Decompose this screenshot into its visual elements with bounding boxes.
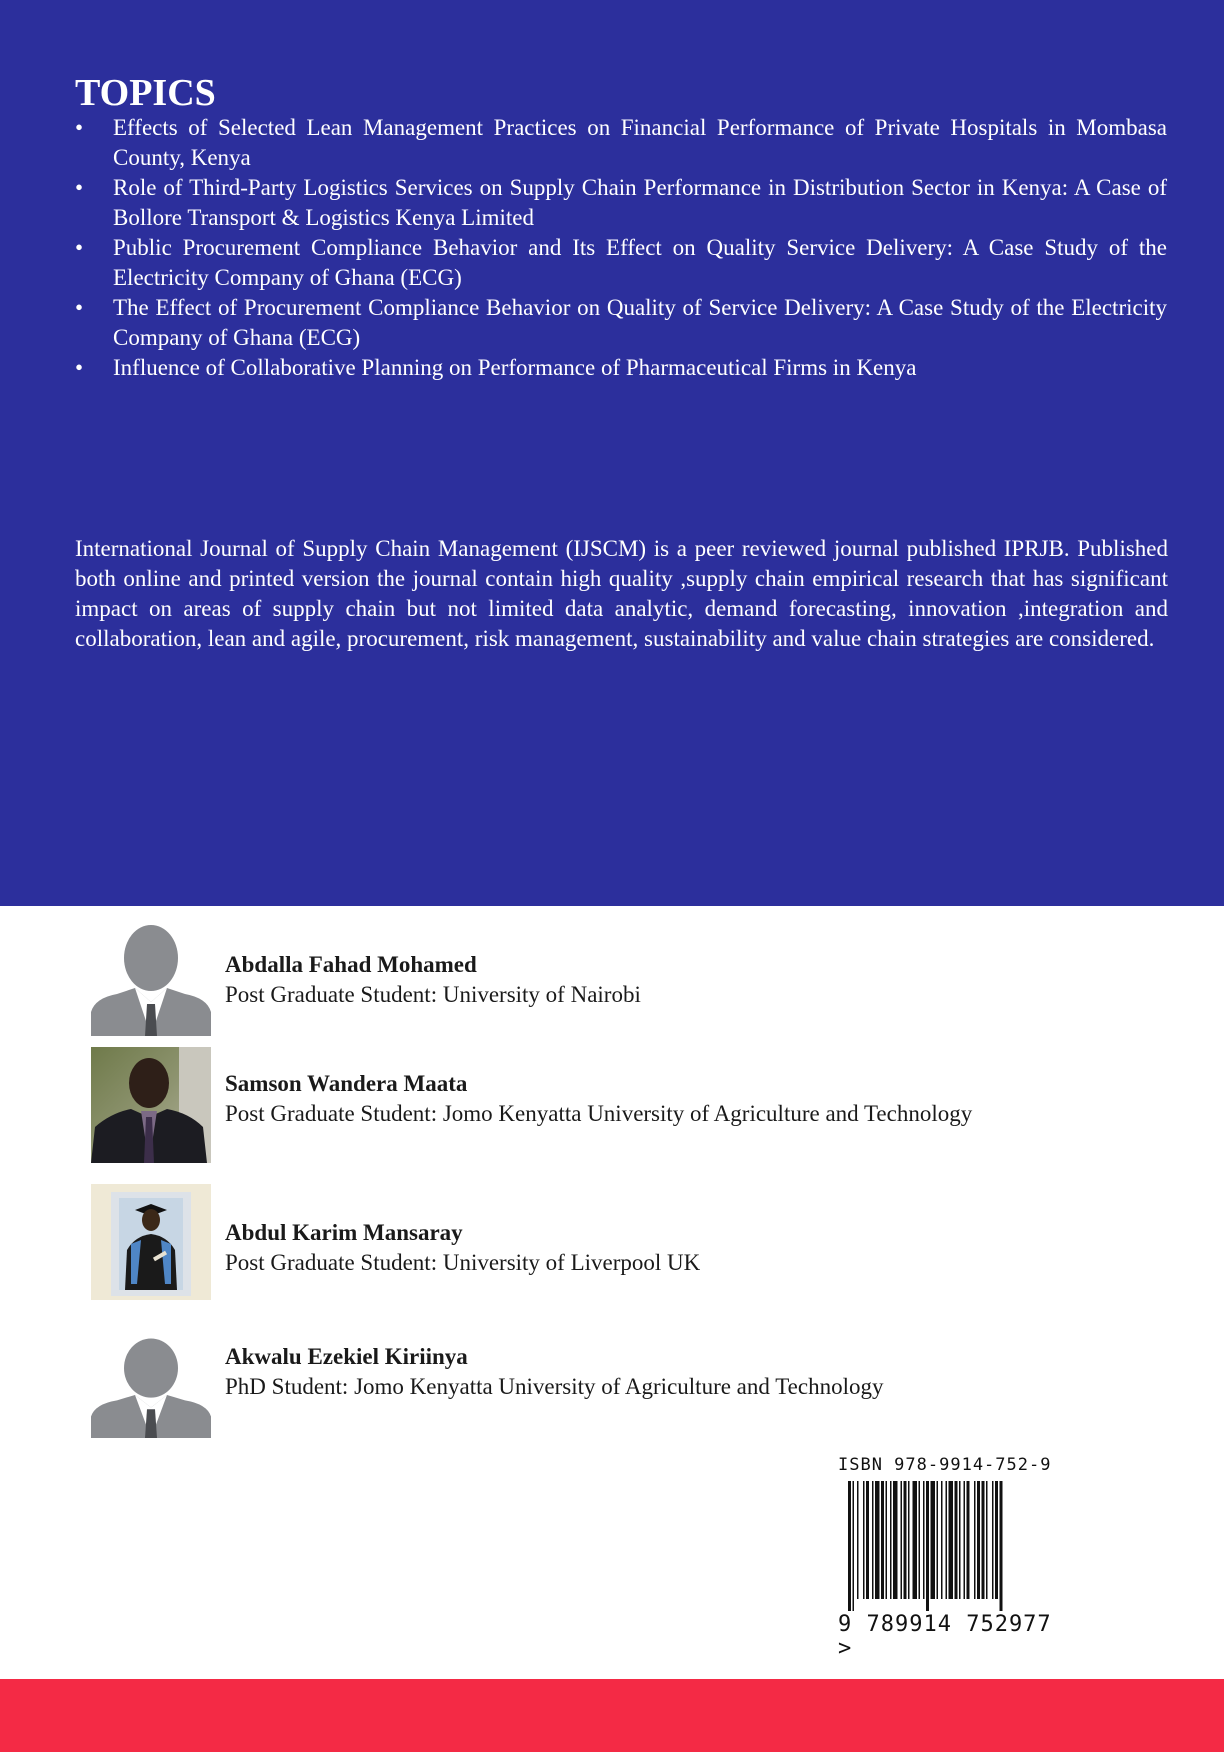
topic-text: Influence of Collaborative Planning on Performance of Pharmaceutical Firms in Kenya <box>113 355 917 380</box>
author-photo <box>91 1047 211 1163</box>
topic-text: Effects of Selected Lean Management Practices on Financial Performance of Private Hospitals in Mombasa County, Kenya <box>113 115 1167 170</box>
isbn-block <box>838 1455 1060 1661</box>
author-entry <box>91 1047 1191 1163</box>
topic-item <box>75 293 1167 353</box>
author-role: Post Graduate Student: Jomo Kenyatta University of Agriculture and Technology <box>225 1101 973 1126</box>
author-entry <box>91 920 1191 1036</box>
topics-heading: TOPICS <box>75 72 216 114</box>
topic-item <box>75 353 1167 383</box>
author-name: Abdul Karim Mansaray <box>225 1220 463 1245</box>
topic-item <box>75 173 1167 233</box>
bullet-icon: • <box>75 355 84 380</box>
author-name: Akwalu Ezekiel Kiriinya <box>225 1344 468 1369</box>
author-photo <box>91 1184 211 1300</box>
topic-item <box>75 233 1167 293</box>
barcode-icon <box>838 1481 1060 1611</box>
author-entry <box>91 1184 1191 1300</box>
bullet-icon: • <box>75 295 84 320</box>
author-entry <box>91 1334 1191 1450</box>
topic-text: Role of Third-Party Logistics Services on Supply Chain Performance in Distribution Sector in Kenya: A Case of Bollore Transport & Logistics Kenya Limited <box>113 175 1167 230</box>
author-role: Post Graduate Student: University of Nairobi <box>225 982 641 1007</box>
barcode-digits: 9 789914 752977 > <box>838 1612 1052 1661</box>
author-name: Abdalla Fahad Mohamed <box>225 952 477 977</box>
author-role: PhD Student: Jomo Kenyatta University of Agriculture and Technology <box>225 1374 884 1399</box>
author-role: Post Graduate Student: University of Liverpool UK <box>225 1250 701 1275</box>
bottom-color-bar <box>0 1679 1224 1752</box>
topic-text: Public Procurement Compliance Behavior and Its Effect on Quality Service Delivery: A Case Study of the Electricity Company of Ghana (ECG) <box>113 235 1167 290</box>
avatar-silhouette-icon <box>91 920 211 1036</box>
topics-list <box>75 113 1167 383</box>
isbn-label: ISBN 978-9914-752-9 <box>838 1455 1052 1475</box>
bullet-icon: • <box>75 175 84 200</box>
journal-description: International Journal of Supply Chain Management (IJSCM) is a peer reviewed journal published IPRJB. Published both online and printed version the journal contain high quality ,supply chain empirical research that has significant impact on areas of supply chain but not limited data analytic, demand forecasting, innovation ,integration and collaboration, lean and agile, procurement, risk management, sustainability and value chain strategies are considered. <box>75 536 1168 651</box>
topic-item <box>75 113 1167 173</box>
author-name: Samson Wandera Maata <box>225 1071 468 1096</box>
avatar-silhouette-icon <box>91 1334 211 1450</box>
topic-text: The Effect of Procurement Compliance Behavior on Quality of Service Delivery: A Case Study of the Electricity Company of Ghana (ECG) <box>113 295 1167 350</box>
bullet-icon: • <box>75 235 84 260</box>
bullet-icon: • <box>75 115 84 140</box>
